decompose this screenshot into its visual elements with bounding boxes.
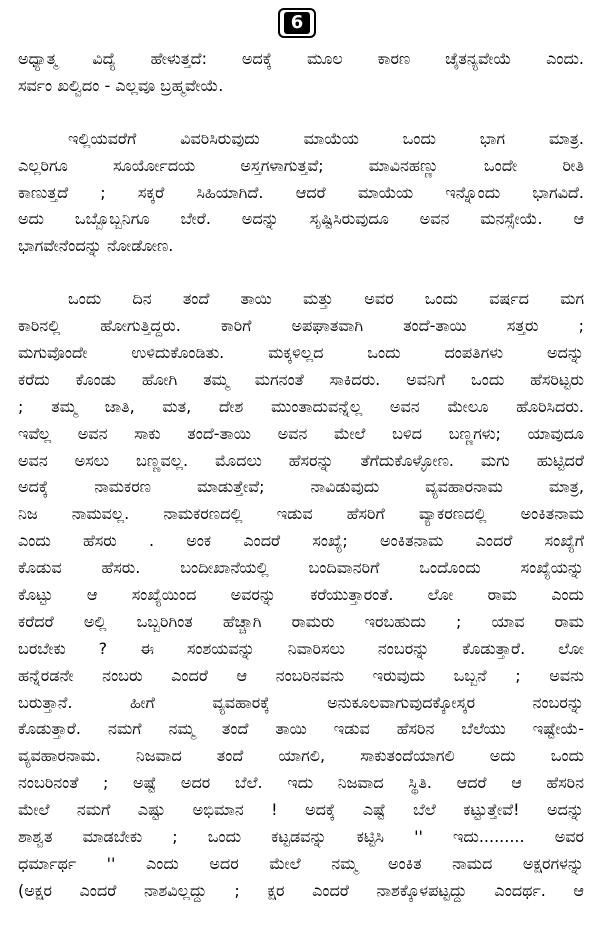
page-body xyxy=(18,46,584,932)
text-line: ಬರುತ್ತಾನೆ. ಹೀಗೆ ವ್ಯವಹಾರಕ್ಕೆ ಅನುಕೂಲವಾಗುವುದಕ್ಕೋಸ್ಕರ ನಂಬರನ್ನು xyxy=(18,692,584,712)
text-line: ಎಂದು ಹೆಸರು . ಅಂಕ ಎಂದರೆ ಸಂಖ್ಯೆ; ಅಂಕಿತನಾಮ ಎಂದರೆ ಸಂಖ್ಯೆಗೆ xyxy=(18,531,584,551)
text-line: ಧರ್ಮಾರ್ಥ '' ಎಂದು ಅದರ ಮೇಲೆ ನಮ್ಮ ಅಂಕಿತ ನಾಮದ ಅಕ್ಷರಗಳನ್ನು xyxy=(18,853,584,873)
text-line: ಮಗುವೊಂದೇ ಉಳಿದುಕೊಂಡಿತು. ಮಕ್ಕಳಿಲ್ಲದ ಒಂದು ದಂಪತಿಗಳು ಅದನ್ನು xyxy=(18,343,584,363)
text-line: ಮೇಲೆ ನಮಗೆ ಎಷ್ಟು ಅಭಿಮಾನ ! ಅದಕ್ಕೆ ಎಷ್ಟೆ ಬೆಲೆ ಕಟ್ಟುತ್ತೇವೆ! ಅದನ್ನು xyxy=(18,800,584,820)
text-line: ಅಧ್ಯಾತ್ಮ ವಿದ್ಯೆ ಹೇಳುತ್ತದೆ: ಅದಕ್ಕೆ ಮೂಲ ಕಾರಣ ಚೈತನ್ಯವೇಯೆ ಎಂದು. xyxy=(18,49,584,68)
text-line: ವ್ಯವಹಾರನಾಮ. ನಿಜವಾದ ತಂದೆ ಯಾಗಲಿ, ಸಾಕುತಂದೆಯಾಗಲಿ ಅದು ಒಂದು xyxy=(18,746,584,766)
paragraph-gap xyxy=(18,260,584,286)
text-line: ಎಲ್ಲರಿಗೂ ಸೂರ್ಯೋದಯ ಅಸ್ತಗಳಾಗುತ್ತವೆ; ಮಾವಿನಹಣ್ಣು ಒಂದೇ ರೀತಿ xyxy=(18,155,584,175)
text-line: ನಿಜ ನಾಮವಲ್ಲ. ನಾಮಕರಣದಲ್ಲಿ ಇಡುವ ಹೆಸರಿಗೆ ವ್ಯಾಕರಣದಲ್ಲಿ ಅಂಕಿತನಾಮ xyxy=(18,504,584,524)
text-line: ; ತಮ್ಮ ಜಾತಿ, ಮತ, ದೇಶ ಮುಂತಾದುವನ್ನೆಲ್ಲ ಅವನ ಮೇಲೂ ಹೊರಿಸಿದರು. xyxy=(18,396,584,416)
text-line: ಕೊಡುತ್ತಾರೆ. ನಮಗೆ ನಮ್ಮ ತಂದೆ ತಾಯಿ ಇಡುವ ಹೆಸರಿನ ಬೆಲೆಯು ಇಷ್ಟೇಯೆ- xyxy=(18,719,584,739)
text-line: ಅವನ ಅಸಲು ಬಣ್ಣವಲ್ಲ. ಮೊದಲು ಹೆಸರನ್ನು ತೆಗೆದುಕೊಳ್ಳೋಣ. ಮಗು ಹುಟ್ಟಿದರೆ xyxy=(18,450,584,470)
text-line: ಕಾಣುತ್ತದೆ ; ಸಕ್ಕರೆ ಸಿಹಿಯಾಗಿದೆ. ಆದರೆ ಮಾಯೆಯ ಇನ್ನೊಂದು ಭಾಗವಿದೆ. xyxy=(18,182,584,202)
paragraph xyxy=(18,286,584,931)
text-line: ಇವೆಲ್ಲ ಅವನ ಸಾಕು ತಂದೆ-ತಾಯಿ ಅವನ ಮೇಲೆ ಬಳಿದ ಬಣ್ಣಗಳು; ಯಾವುದೂ xyxy=(18,423,584,443)
text-line: (ಅಕ್ಷರ ಎಂದರೆ ನಾಶವಿಲ್ಲದ್ದು ; ಕ್ಷರ ಎಂದರೆ ನಾಶಕ್ಕೊಳಪಟ್ಟದ್ದು ಎಂದರ್ಥ. ಆ xyxy=(18,880,584,900)
text-line: ನಂಬರಿನಂತೆ ; ಅಷ್ಟೆ ಅದರ ಬೆಲೆ. ಇದು ನಿಜವಾದ ಸ್ಥಿತಿ. ಆದರೆ ಆ ಹೆಸರಿನ xyxy=(18,773,584,793)
paragraph xyxy=(18,126,584,260)
text-line: ಕಾರಿನಲ್ಲಿ ಹೋಗುತ್ತಿದ್ದರು. ಕಾರಿಗೆ ಅಪಘಾತವಾಗಿ ತಂದೆ-ತಾಯಿ ಸತ್ತರು ; xyxy=(18,316,584,336)
text-line: ಸರ್ವಂ ಖಲ್ವಿದಂ - ಎಲ್ಲವೂ ಬ್ರಹ್ಮವೇಯೆ. xyxy=(18,75,224,95)
text-line: ಬರಬೇಕು ? ಈ ಸಂಶಯವನ್ನು ನಿವಾರಿಸಲು ನಂಬರನ್ನು ಕೊಡುತ್ತಾರೆ. ಲೋ xyxy=(18,638,584,658)
text-line: ಇಲ್ಲಿಯವರೆಗೆ ವಿವರಿಸಿರುವುದು ಮಾಯೆಯ ಒಂದು ಭಾಗ ಮಾತ್ರ. xyxy=(68,128,584,148)
page-number: 6 xyxy=(284,12,310,34)
text-line: ಭಾಗವೇನೆಂದನ್ನು ನೋಡೋಣ. xyxy=(18,236,174,256)
page-number-badge xyxy=(278,8,316,38)
text-line: ಹನ್ನೆರಡನೇ ನಂಬರು ಎಂದರೆ ಆ ನಂಬರಿನವನು ಇರುವುದು ಒಬ್ಬನೆ ; ಅವನು xyxy=(18,665,584,685)
text-line: ಕರೆದು ಕೊಂಡು ಹೋಗಿ ತಮ್ಮ ಮಗನಂತೆ ಸಾಕಿದರು. ಅವನಿಗೆ ಒಂದು ಹೆಸರಿಟ್ಟರು xyxy=(18,369,584,389)
text-line: ಅದಕ್ಕೆ ನಾಮಕರಣ ಮಾಡುತ್ತೇವೆ; ನಾವಿಡುವುದು ವ್ಯವಹಾರನಾಮ ಮಾತ್ರ, xyxy=(18,477,584,497)
text-line: ಕರೆದರೆ ಅಲ್ಲಿ ಒಬ್ಬರಿಗಿಂತ ಹೆಚ್ಚಾಗಿ ರಾಮರು ಇರಬಹುದು ; ಯಾವ ರಾಮ xyxy=(18,611,584,631)
text-line: ಶಾಶ್ವತ ಮಾಡಬೇಕು ; ಒಂದು ಕಟ್ಟಡವನ್ನು ಕಟ್ಟಿಸಿ '' ಇದು......... ಅವರ xyxy=(18,827,584,847)
text-line xyxy=(18,905,584,932)
text-line: ಅದು ಒಬ್ಬೊಬ್ಬನಿಗೂ ಬೇರೆ. ಅದನ್ನು ಸೃಷ್ಟಿಸಿರುವುದೂ ಅವನ ಮನಸ್ಸೇಯೆ. ಆ xyxy=(18,209,584,229)
text-line: ಒಂದು ದಿನ ತಂದೆ ತಾಯಿ ಮತ್ತು ಅವರ ಒಂದು ವರ್ಷದ ಮಗ xyxy=(68,289,584,309)
text-line: ಕೊಡುವ ಹೆಸರು. ಬಂದೀಖಾನೆಯಲ್ಲಿ ಬಂದಿವಾನರಿಗೆ ಒಂದೊಂದು ಸಂಖ್ಯೆಯನ್ನು xyxy=(18,558,584,578)
text-line: ಕೊಟ್ಟು ಆ ಸಂಖ್ಯೆಯಿಂದ ಅವರನ್ನು ಕರೆಯುತ್ತಾರಂತೆ. ಲೋ ರಾಮ ಎಂದು xyxy=(18,585,584,605)
paragraph-gap xyxy=(18,100,584,126)
paragraph xyxy=(18,46,584,100)
